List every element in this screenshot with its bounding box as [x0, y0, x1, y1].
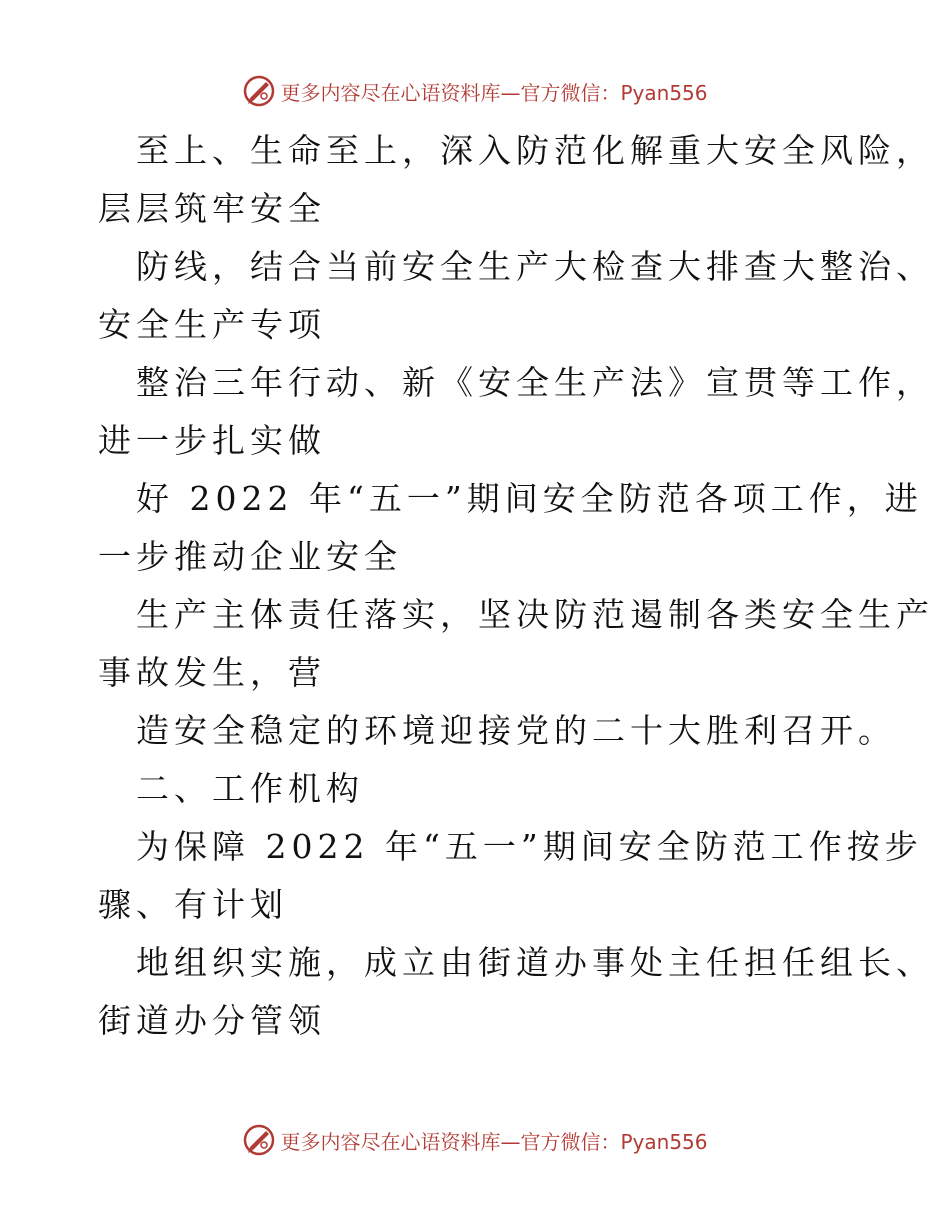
paragraph-line: 地组织实施，成立由街道办事处主任担任组长、	[136, 943, 934, 982]
paragraph-line: 造安全稳定的环境迎接党的二十大胜利召开。	[136, 711, 896, 750]
paragraph-line: 街道办分管领	[98, 1001, 326, 1040]
document-body	[98, 122, 934, 1050]
paragraph-line: 为保障 2022 年“五一”期间安全防范工作按步	[136, 827, 923, 866]
header-text	[280, 77, 707, 106]
paragraph-line: 好 2022 年“五一”期间安全防范各项工作，进	[136, 479, 923, 518]
section-heading: 二、工作机构	[136, 769, 364, 808]
header-wechat-id: Pyan556	[620, 80, 708, 105]
header-banner	[0, 71, 950, 111]
paragraph-line: 安全生产专项	[98, 305, 326, 344]
paragraph-line: 事故发生，营	[98, 653, 326, 692]
paragraph-line: 层层筑牢安全	[98, 189, 326, 228]
header-wechat-label: 官方微信：	[520, 80, 621, 105]
paragraph-line: 骤、有计划	[98, 885, 288, 924]
brand-logo-icon	[242, 1123, 276, 1157]
header-separator: —	[500, 80, 521, 105]
paragraph-line: 至上、生命至上，深入防范化解重大安全风险，	[136, 131, 934, 170]
footer-separator: —	[500, 1129, 521, 1154]
paragraph-line: 进一步扎实做	[98, 421, 326, 460]
paragraph-line: 一步推动企业安全	[98, 537, 402, 576]
header-brand-text: 更多内容尽在心语资料库	[280, 80, 501, 105]
footer-banner	[0, 1120, 950, 1160]
paragraph-line: 整治三年行动、新《安全生产法》宣贯等工作，	[136, 363, 934, 402]
footer-wechat-id: Pyan556	[620, 1129, 708, 1154]
footer-brand-text: 更多内容尽在心语资料库	[280, 1129, 501, 1154]
footer-text	[280, 1126, 707, 1155]
paragraph-line: 防线，结合当前安全生产大检查大排查大整治、	[136, 247, 934, 286]
paragraph-line: 生产主体责任落实，坚决防范遏制各类安全生产	[136, 595, 934, 634]
brand-logo-icon	[242, 74, 276, 108]
footer-wechat-label: 官方微信：	[520, 1129, 621, 1154]
